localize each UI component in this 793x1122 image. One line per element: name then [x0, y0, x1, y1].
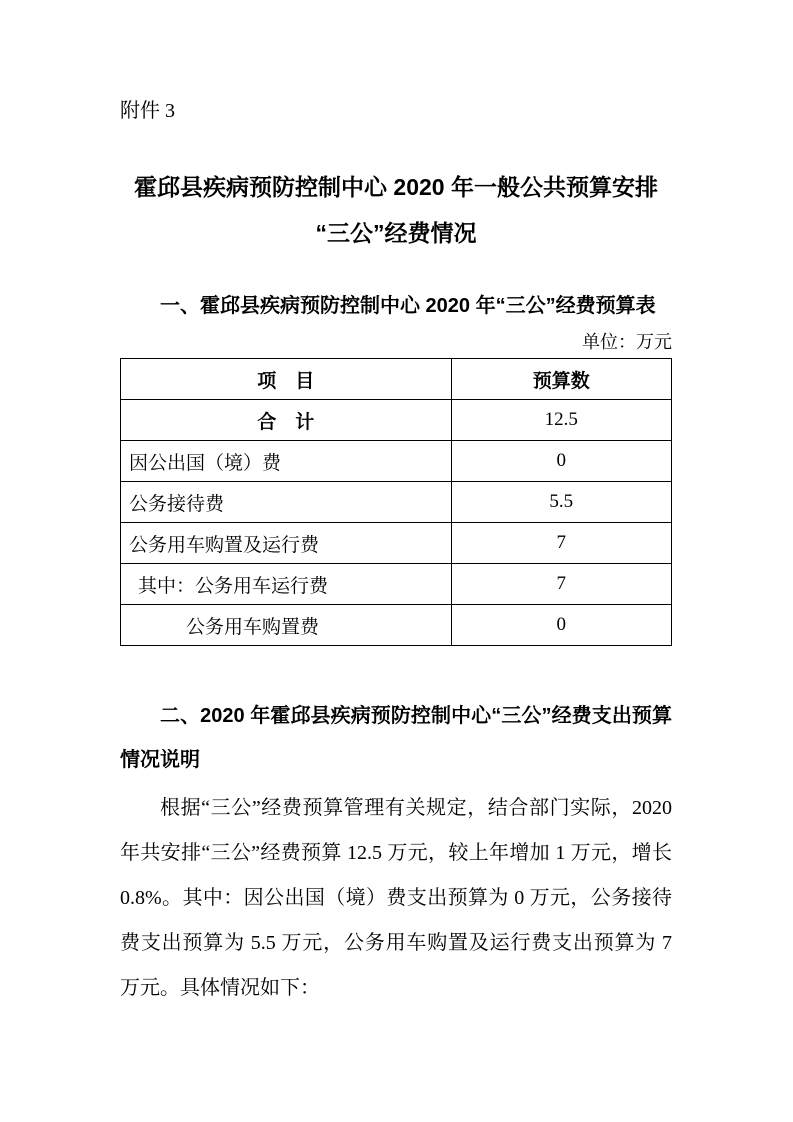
table-cell-value: 7 [451, 523, 671, 564]
table-row [121, 564, 672, 605]
table-header-item: 项 目 [121, 359, 452, 400]
table-cell-value: 0 [451, 441, 671, 482]
table-cell-value: 0 [451, 605, 671, 646]
table-cell-value: 5.5 [451, 482, 671, 523]
table-header-budget: 预算数 [451, 359, 671, 400]
document-title-line-1: 霍邱县疾病预防控制中心 2020 年一般公共预算安排 [134, 174, 658, 200]
table-row [121, 605, 672, 646]
table-row [121, 441, 672, 482]
table-row [121, 482, 672, 523]
attachment-label: 附件 3 [120, 100, 175, 122]
budget-table [120, 358, 672, 646]
section2-paragraph: 根据“三公”经费预算管理有关规定，结合部门实际，2020 年共安排“三公”经费预算 12.5 万元，较上年增加 1 万元，增长 0.8%。其中：因公出国（境）费支出预算为 0 万元，公务接待费支出预算为 5.5 万元，公务用车购置及运行费支出预算为 7 万元。具体情况如下： [120, 797, 672, 999]
table-cell-item: 其中：公务用车运行费 [121, 564, 452, 605]
document-title [120, 164, 672, 256]
table-row-total [121, 400, 672, 441]
table-cell-item: 因公出国（境）费 [121, 441, 452, 482]
table-cell-item: 公务接待费 [121, 482, 452, 523]
table-cell-item: 合 计 [121, 400, 452, 441]
table-row [121, 523, 672, 564]
table-cell-item: 公务用车购置费 [121, 605, 452, 646]
section2-heading: 二、2020 年霍邱县疾病预防控制中心“三公”经费支出预算情况说明 [120, 705, 672, 771]
unit-note: 单位：万元 [582, 332, 672, 352]
table-cell-item: 公务用车购置及运行费 [121, 523, 452, 564]
section1-heading: 一、霍邱县疾病预防控制中心 2020 年“三公”经费预算表 [160, 295, 656, 317]
table-header-row [121, 359, 672, 400]
table-cell-value: 12.5 [451, 400, 671, 441]
table-cell-value: 7 [451, 564, 671, 605]
document-title-line-2: “三公”经费情况 [315, 220, 477, 246]
